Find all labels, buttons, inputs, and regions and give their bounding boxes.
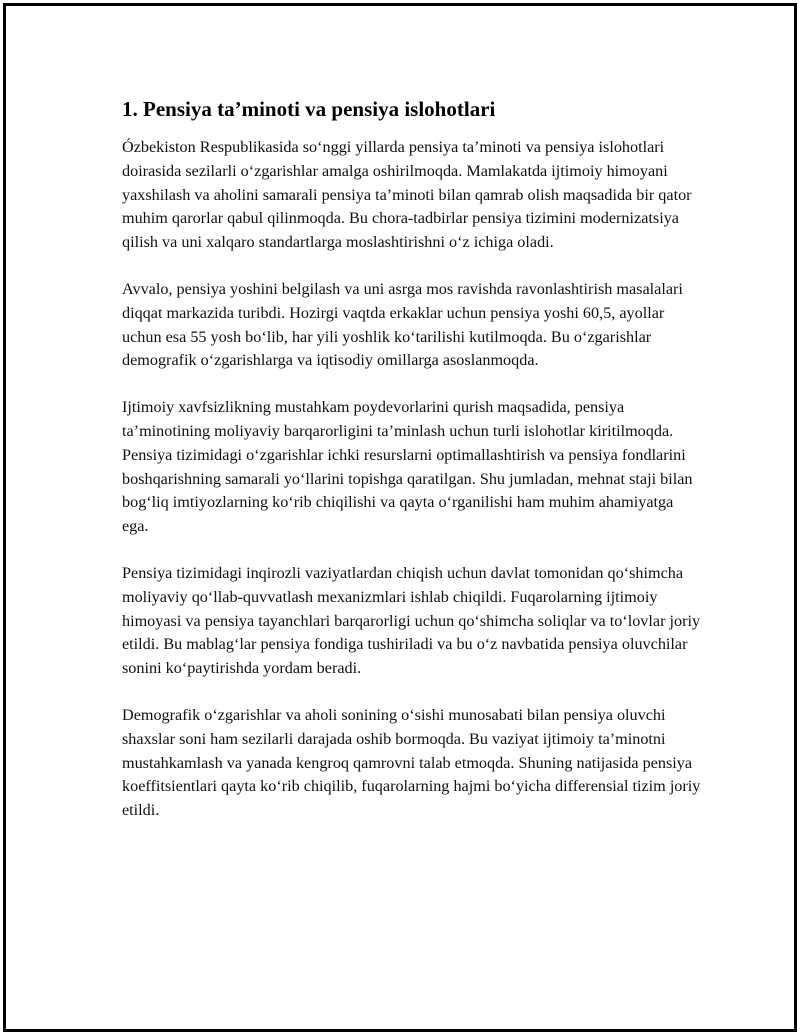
paragraph-5: Demografik o‘zgarishlar va aholi sonining o‘sishi munosabati bilan pensiya oluvchi shaxslar soni ham sezilarli darajada oshib bormoqda. Bu vaziyat ijtimoiy ta’minotni mustahkamlash va yanada kengroq qamrovni talab etmoqda. Shuning natijasida pensiya koeffitsientlari qayta ko‘rib chiqilib, fuqarolarning hajmi bo‘yicha differensial tizim joriy etildi. [122,705,701,820]
page-frame [3,3,797,1032]
paragraph-4: Pensiya tizimidagi inqirozli vaziyatlardan chiqish uchun davlat tomonidan qo‘shimcha moliyaviy qo‘llab-quvvatlash mexanizmlari ishlab chiqildi. Fuqarolarning ijtimoiy himoyasi va pensiya tayanchlari barqarorligi uchun qo‘shimcha soliqlar va to‘lovlar joriy etildi. Bu mablag‘lar pensiya fondiga tushiriladi va bu o‘z navbatida pensiya oluvchilar sonini ko‘paytirishda yordam beradi. [122,563,701,678]
document-body [122,94,702,846]
paragraph-1: Ózbekiston Respublikasida so‘nggi yillarda pensiya ta’minoti va pensiya islohotlari doirasida sezilarli o‘zgarishlar amalga oshirilmoqda. Mamlakatda ijtimoiy himoyani yaxshilash va aholini samarali pensiya ta’minoti bilan qamrab olish maqsadida bir qator muhim qarorlar qabul qilinmoqda. Bu chora-tadbirlar pensiya tizimini modernizatsiya qilish va uni xalqaro standartlarga moslashtirishni o‘z ichiga oladi. [122,138,692,252]
paragraph-3: Ijtimoiy xavfsizlikning mustahkam poydevorlarini qurish maqsadida, pensiya ta’minotining moliyaviy barqarorligini ta’minlash uchun turli islohotlar kiritilmoqda. Pensiya tizimidagi o‘zgarishlar ichki resurslarni optimallashtirish va pensiya fondlarini boshqarishning samarali yo‘llarini topishga qaratilgan. Shu jumladan, mehnat staji bilan bog‘liq imtiyozlarning ko‘rib chiqilishi va qayta o‘rganilishi ham muhim ahamiyatga ega. [122,398,693,536]
section-heading: 1. Pensiya ta’minoti va pensiya islohotlari [122,97,496,121]
paragraph-2: Avvalo, pensiya yoshini belgilash va uni asrga mos ravishda ravonlashtirish masalalari diqqat markazida turibdi. Hozirgi vaqtda erkaklar uchun pensiya yoshi 60,5, ayollar uchun esa 55 yosh bo‘lib, har yili yoshlik ko‘tarilishi kutilmoqda. Bu o‘zgarishlar demografik o‘zgarishlarga va iqtisodiy omillarga asoslanmoqda. [122,279,683,370]
